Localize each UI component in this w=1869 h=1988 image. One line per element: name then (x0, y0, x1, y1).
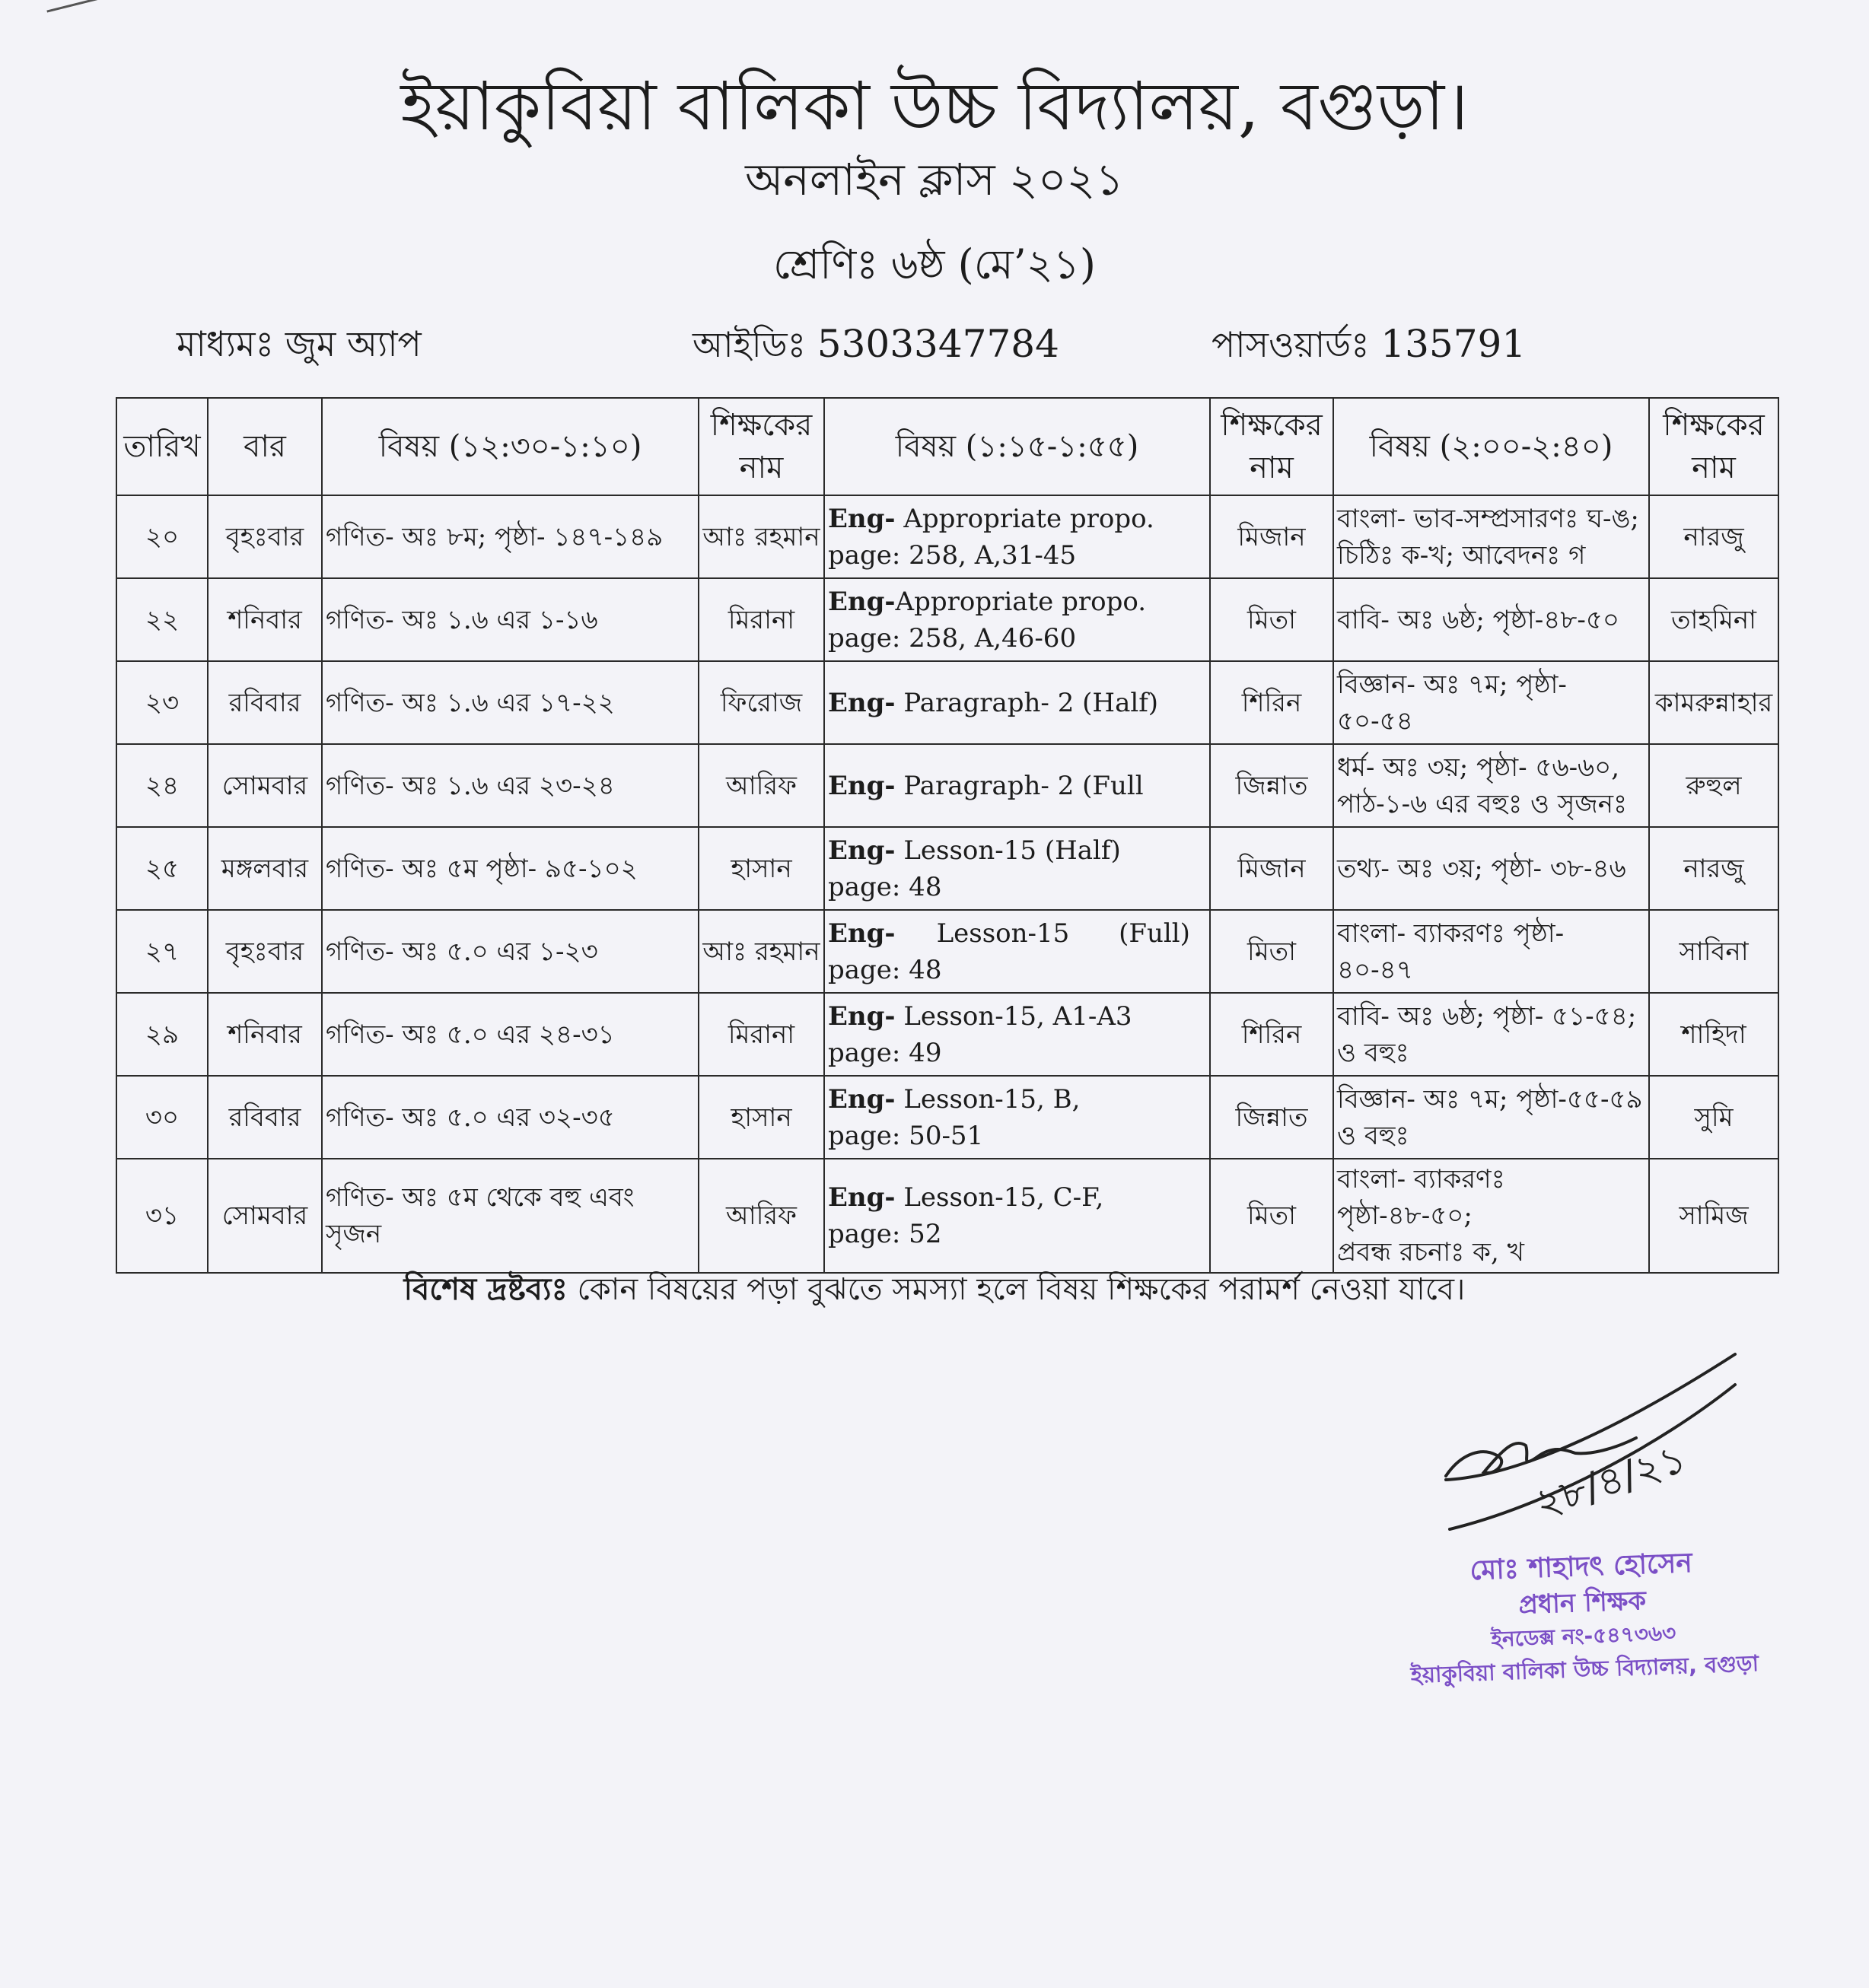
subject-3-line-1: বাবি- অঃ ৬ষ্ঠ; পৃষ্ঠা-৪৮-৫০ (1337, 604, 1619, 635)
subject-3-cell (1333, 1076, 1649, 1159)
subject-2-line-2: page: 258, A,31-45 (828, 539, 1077, 571)
day-cell: শনিবার (208, 993, 322, 1076)
table-row (116, 827, 1778, 910)
teacher-3-cell: সামিজ (1649, 1159, 1778, 1273)
password-label: পাসওয়ার্ডঃ (1212, 324, 1370, 365)
subject-1-cell: গণিত- অঃ ৫ম থেকে বহু এবং সৃজন (322, 1159, 699, 1273)
meeting-id-label: আইডিঃ (693, 324, 807, 365)
date-cell: ২৯ (116, 993, 208, 1076)
date-cell: ২০ (116, 495, 208, 578)
teacher-2-cell: শিরিন (1210, 993, 1333, 1076)
medium-info (177, 313, 422, 374)
subject-2-line-2: page: 50-51 (828, 1120, 984, 1151)
subject-2-topic: Lesson-15, A1-A3 (895, 1000, 1132, 1032)
teacher-2-cell: মিজান (1210, 495, 1333, 578)
eng-label: Eng- (828, 687, 896, 718)
subject-3-cell (1333, 661, 1649, 744)
class-schedule-table (116, 397, 1779, 1274)
teacher-2-cell: মিতা (1210, 910, 1333, 993)
subject-2-cell (824, 744, 1210, 827)
subject-1-cell: গণিত- অঃ ৮ম; পৃষ্ঠা- ১৪৭-১৪৯ (322, 495, 699, 578)
subject-2-line-2: page: 49 (828, 1037, 942, 1068)
day-cell: রবিবার (208, 1076, 322, 1159)
teacher-2-cell: শিরিন (1210, 661, 1333, 744)
subject-2-line-2: page: 258, A,46-60 (828, 622, 1077, 654)
subject-3-line-1: বিজ্ঞান- অঃ ৭ম; পৃষ্ঠা-৫৫-৫৯ (1337, 1083, 1643, 1115)
medium-value: জুম অ্যাপ (285, 323, 422, 364)
subject-2-topic: Lesson-15, B, (895, 1083, 1081, 1115)
subject-3-line-1: বাংলা- ব্যাকরণঃ পৃষ্ঠা-৪৮-৫০; (1337, 1164, 1505, 1231)
subject-1-cell: গণিত- অঃ ১.৬ এর ১৭-২২ (322, 661, 699, 744)
subject-3-line-2: পাঠ-১-৬ এর বহুঃ ও সৃজনঃ (1337, 788, 1628, 819)
stamp-school-name: ইয়াকুবিয়া বালিকা উচ্চ বিদ্যালয়, বগুড়া (1410, 1649, 1759, 1688)
subject-3-line-1: ধর্ম- অঃ ৩য়; পৃষ্ঠা- ৫৬-৬০, (1337, 752, 1620, 783)
eng-label: Eng- (828, 918, 896, 949)
header-date: তারিখ (116, 398, 208, 495)
teacher-3-cell: তাহমিনা (1649, 578, 1778, 661)
header-teacher-2: শিক্ষকের নাম (1210, 398, 1333, 495)
subject-1-cell: গণিত- অঃ ৫ম পৃষ্ঠা- ৯৫-১০২ (322, 827, 699, 910)
subject-2-line-1 (828, 998, 1206, 1035)
header-teacher-1: শিক্ষকের নাম (699, 398, 824, 495)
subject-1-cell: গণিত- অঃ ৫.০ এর ৩২-৩৫ (322, 1076, 699, 1159)
table-body (116, 495, 1778, 1273)
teacher-3-cell: সুমি (1649, 1076, 1778, 1159)
subject-3-cell (1333, 1159, 1649, 1273)
subject-2-cell (824, 495, 1210, 578)
subject-1-cell: গণিত- অঃ ১.৬ এর ২৩-২৪ (322, 744, 699, 827)
subject-3-line-1: বাবি- অঃ ৬ষ্ঠ; পৃষ্ঠা- ৫১-৫৪; (1337, 1000, 1637, 1032)
subject-2-cell (824, 1159, 1210, 1273)
day-cell: সোমবার (208, 1159, 322, 1273)
header-day: বার (208, 398, 322, 495)
subject-2-line-1 (828, 1179, 1206, 1216)
teacher-1-cell: আরিফ (699, 744, 824, 827)
subject-3-line-2: প্রবন্ধ রচনাঃ ক, খ (1337, 1237, 1524, 1268)
teacher-2-cell: জিন্নাত (1210, 744, 1333, 827)
eng-label: Eng- (828, 586, 896, 617)
teacher-3-cell: নারজু (1649, 827, 1778, 910)
subject-3-line-2: ও বহুঃ (1337, 1037, 1409, 1068)
table-row (116, 910, 1778, 993)
date-cell: ৩০ (116, 1076, 208, 1159)
subject-3-cell (1333, 495, 1649, 578)
meeting-id-info (693, 313, 1059, 375)
date-cell: ২৩ (116, 661, 208, 744)
subject-3-line-1: বাংলা- ব্যাকরণঃ পৃষ্ঠা- ৪০-৪৭ (1337, 918, 1565, 985)
eng-label: Eng- (828, 835, 896, 866)
note-text: কোন বিষয়ের পড়া বুঝতে সমস্যা হলে বিষয় শিক্ষকের পরামর্শ নেওয়া যাবে। (567, 1272, 1466, 1307)
date-cell: ৩১ (116, 1159, 208, 1273)
subject-1-cell: গণিত- অঃ ১.৬ এর ১-১৬ (322, 578, 699, 661)
page-corner-mark (44, 0, 129, 12)
teacher-1-cell: আঃ রহমান (699, 910, 824, 993)
day-cell: রবিবার (208, 661, 322, 744)
teacher-2-cell: জিন্নাত (1210, 1076, 1333, 1159)
online-class-subtitle: অনলাইন ক্লাস ২০২১ (745, 154, 1124, 205)
date-cell: ২৭ (116, 910, 208, 993)
header-teacher-3: শিক্ষকের নাম (1649, 398, 1778, 495)
teacher-3-cell: কামরুন্নাহার (1649, 661, 1778, 744)
subject-2-line-1 (828, 915, 1206, 952)
subject-3-line-1: বাংলা- ভাব-সম্প্রসারণঃ ঘ-ঙ; (1337, 503, 1639, 534)
subject-2-line-1 (828, 501, 1206, 537)
teacher-2-cell: মিতা (1210, 1159, 1333, 1273)
subject-2-line-1 (828, 584, 1206, 620)
eng-label: Eng- (828, 503, 896, 534)
day-cell: বৃহঃবার (208, 910, 322, 993)
subject-2-line-1 (828, 685, 1206, 721)
teacher-2-cell: মিজান (1210, 827, 1333, 910)
subject-3-line-2: চিঠিঃ ক-খ; আবেদনঃ গ (1337, 539, 1586, 571)
subject-2-line-1 (828, 832, 1206, 869)
table-row (116, 495, 1778, 578)
table-row (116, 1159, 1778, 1273)
special-note (0, 1263, 1869, 1316)
date-cell: ২৫ (116, 827, 208, 910)
subject-2-cell (824, 910, 1210, 993)
subject-3-cell (1333, 827, 1649, 910)
subject-3-line-1: বিজ্ঞান- অঃ ৭ম; পৃষ্ঠা- ৫০-৫৪ (1337, 669, 1567, 736)
subject-1-cell: গণিত- অঃ ৫.০ এর ২৪-৩১ (322, 993, 699, 1076)
eng-label: Eng- (828, 1083, 896, 1115)
subject-3-line-2: ও বহুঃ (1337, 1120, 1409, 1151)
teacher-2-cell: মিতা (1210, 578, 1333, 661)
teacher-3-cell: রুহুল (1649, 744, 1778, 827)
note-label: বিশেষ দ্রষ্টব্যঃ (403, 1271, 568, 1307)
subject-3-line-1: তথ্য- অঃ ৩য়; পৃষ্ঠা- ৩৮-৪৬ (1337, 853, 1626, 884)
date-cell: ২৪ (116, 744, 208, 827)
subject-2-topic: Appropriate propo. (895, 503, 1154, 534)
header-subject-1: বিষয় (১২:৩০-১:১০) (322, 398, 699, 495)
day-cell: মঙ্গলবার (208, 827, 322, 910)
headmaster-stamp (1383, 1542, 1783, 1693)
teacher-1-cell: ফিরোজ (699, 661, 824, 744)
date-cell: ২২ (116, 578, 208, 661)
table-row (116, 578, 1778, 661)
subject-2-topic: Paragraph- 2 (Half) (895, 687, 1159, 718)
day-cell: শনিবার (208, 578, 322, 661)
teacher-3-cell: শাহিদা (1649, 993, 1778, 1076)
subject-2-line-1 (828, 1081, 1206, 1118)
header-subject-3: বিষয় (২:০০-২:৪০) (1333, 398, 1649, 495)
teacher-1-cell: আঃ রহমান (699, 495, 824, 578)
class-heading: শ্রেণিঃ ৬ষ্ঠ (মে’২১) (772, 240, 1097, 288)
headmaster-signature (1431, 1324, 1750, 1552)
table-row (116, 661, 1778, 744)
teacher-1-cell: মিরানা (699, 993, 824, 1076)
table-row (116, 744, 1778, 827)
password-value: 135791 (1380, 322, 1527, 366)
eng-label: Eng- (828, 1182, 896, 1213)
subject-2-cell (824, 661, 1210, 744)
subject-3-cell (1333, 910, 1649, 993)
medium-label: মাধ্যমঃ (177, 323, 275, 364)
subject-1-cell: গণিত- অঃ ৫.০ এর ১-২৩ (322, 910, 699, 993)
teacher-1-cell: হাসান (699, 1076, 824, 1159)
school-name-title: ইয়াকুবিয়া বালিকা উচ্চ বিদ্যালয়, বগুড়া। (400, 67, 1469, 145)
day-cell: সোমবার (208, 744, 322, 827)
class-info-row (0, 313, 1869, 374)
stamp-index-number: ইনডেক্স নং-৫৪৭৩৬৩ (1490, 1620, 1676, 1652)
meeting-id-value: 5303347784 (817, 322, 1059, 366)
table-row (116, 1076, 1778, 1159)
subject-2-topic: Paragraph- 2 (Full (895, 770, 1144, 801)
subject-2-line-2: page: 48 (828, 871, 942, 902)
day-cell: বৃহঃবার (208, 495, 322, 578)
signature-date: ২৮/৪/২১ (1530, 1436, 1692, 1528)
subject-2-topic: Lesson-15 (Half) (895, 835, 1121, 866)
password-info (1212, 313, 1526, 375)
subject-2-topic: Lesson-15, C-F, (895, 1182, 1104, 1213)
subject-2-cell (824, 827, 1210, 910)
stamp-designation: প্রধান শিক্ষক (1517, 1586, 1647, 1621)
subject-2-cell (824, 578, 1210, 661)
subject-2-cell (824, 1076, 1210, 1159)
subject-2-line-2: page: 52 (828, 1219, 942, 1249)
teacher-3-cell: নারজু (1649, 495, 1778, 578)
subject-3-cell (1333, 993, 1649, 1076)
teacher-1-cell: মিরানা (699, 578, 824, 661)
subject-2-line-2: page: 48 (828, 954, 942, 985)
subject-2-cell (824, 993, 1210, 1076)
subject-2-topic: Appropriate propo. (895, 586, 1147, 617)
teacher-1-cell: হাসান (699, 827, 824, 910)
subject-2-line-1 (828, 768, 1206, 804)
table-header-row (116, 398, 1778, 495)
teacher-3-cell: সাবিনা (1649, 910, 1778, 993)
table-row (116, 993, 1778, 1076)
teacher-1-cell: আরিফ (699, 1159, 824, 1273)
eng-label: Eng- (828, 770, 896, 801)
subject-3-cell (1333, 744, 1649, 827)
subject-2-topic: Lesson-15 (Full) (895, 918, 1190, 949)
eng-label: Eng- (828, 1000, 896, 1032)
subject-3-cell (1333, 578, 1649, 661)
stamp-name: মোঃ শাহাদৎ হোসেন (1469, 1547, 1693, 1587)
header-subject-2: বিষয় (১:১৫-১:৫৫) (824, 398, 1210, 495)
